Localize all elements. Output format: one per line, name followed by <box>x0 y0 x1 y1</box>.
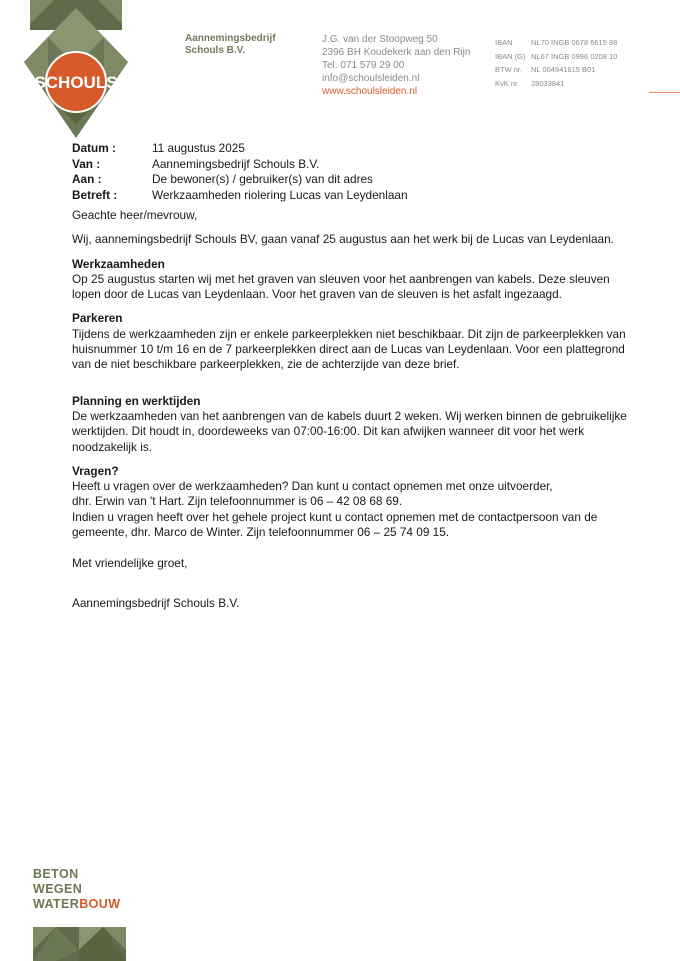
company-name-line2: Schouls B.V. <box>185 45 246 56</box>
section-heading: Vragen? <box>72 463 119 478</box>
meta-row <box>72 188 408 204</box>
section-text: Tijdens de werkzaamheden zijn er enkele parkeerplekken niet beschikbaar. Dit zijn de parkeerplekken van huisnummer 10 t/m 16 en de 7 parkeerplekken direct aan de Lucas van Leydenlaan. Voor een plattegrond van de niet beschikbare parkeerplekken, zie de achterzijde van deze brief. <box>72 326 626 372</box>
bank-value: 28033841 <box>531 78 565 88</box>
bank-value: NL70 INGB 0678 6615 88 <box>531 38 618 47</box>
section-text: dhr. Erwin van 't Hart. Zijn telefoonnummer is 06 – 42 08 68 69. <box>72 494 403 509</box>
meta-row <box>72 157 408 173</box>
bank-label: KvK nr. <box>495 78 520 88</box>
section-text: Op 25 augustus starten wij met het graven van sleuven voor het aanbrengen van kabels. Deze sleuven lopen door de Lucas van Leydenlaan. Voor het graven van de sleuven is het asfalt ingezaagd. <box>72 271 610 302</box>
bank-label: IBAN <box>495 38 513 47</box>
letter-body <box>72 208 632 611</box>
bank-row <box>495 77 617 91</box>
footer-tagline <box>33 867 120 912</box>
bank-value: NL 004941615 B01 <box>531 65 596 74</box>
bank-row <box>495 50 617 64</box>
meta-row <box>72 172 408 188</box>
meta-value: 11 augustus 2025 <box>152 141 245 155</box>
bank-row <box>495 63 617 77</box>
meta-key: Betreft : <box>72 187 118 202</box>
closing: Met vriendelijke groet, <box>72 556 188 571</box>
address-email[interactable]: info@schoulsleiden.nl <box>322 73 420 84</box>
company-name-line1: Aannemingsbedrijf <box>185 33 276 44</box>
footer-pattern <box>33 927 126 961</box>
section-text: Heeft u vragen over de werkzaamheden? Dan kunt u contact opnemen met onze uitvoerder, <box>72 479 553 494</box>
footer-word: WEGEN <box>33 882 83 896</box>
bank-details <box>495 36 617 90</box>
section-heading: Werkzaamheden <box>72 256 165 271</box>
company-name <box>185 33 276 57</box>
meta-value: Werkzaamheden riolering Lucas van Leydenlaan <box>152 187 408 202</box>
footer-word: WATER <box>33 897 80 911</box>
meta-value: De bewoner(s) / gebruiker(s) van dit adres <box>152 172 373 186</box>
address-phone: Tel. 071 579 29 00 <box>322 60 405 71</box>
schouls-logo <box>24 0 128 138</box>
bank-row <box>495 36 617 50</box>
meta-row <box>72 141 408 157</box>
header-divider <box>649 92 680 93</box>
signature: Aannemingsbedrijf Schouls B.V. <box>72 595 240 610</box>
section-heading: Planning en werktijden <box>72 393 201 408</box>
letter-meta <box>72 141 408 203</box>
footer-word: BETON <box>33 867 79 881</box>
meta-key: Van : <box>72 156 101 171</box>
bank-label: BTW nr. <box>495 65 523 74</box>
meta-key: Aan : <box>72 172 102 186</box>
section-text: De werkzaamheden van het aanbrengen van de kabels duurt 2 weken. Wij werken binnen de gebruikelijke werktijden. Dit houdt in, doordeweeks van 07:00-16:00. Dit kan afwijken wanneer dit voor het werk noodzakelijk is. <box>72 408 627 454</box>
address-city: 2396 BH Koudekerk aan den Rijn <box>322 47 471 58</box>
bank-label: IBAN (G) <box>495 51 526 61</box>
section-text: Indien u vragen heeft over het gehele project kunt u contact opnemen met de contactpersoon van de gemeente, dhr. Marco de Winter. Zijn telefoonnummer 06 – 25 74 09 15. <box>72 509 598 540</box>
section-heading: Parkeren <box>72 311 123 326</box>
bank-value: NL67 INGB 0996 0208 10 <box>531 51 618 61</box>
company-address <box>322 33 470 98</box>
meta-key: Datum : <box>72 141 116 155</box>
address-street: J.G. van der Stoopweg 50 <box>322 34 438 45</box>
footer-word-group <box>33 897 120 912</box>
meta-value: Aannemingsbedrijf Schouls B.V. <box>152 156 320 171</box>
address-website[interactable]: www.schoulsleiden.nl <box>322 86 418 97</box>
logo-text: SCHOULS <box>34 73 118 92</box>
footer-word-accent: BOUW <box>79 897 121 911</box>
intro-paragraph: Wij, aannemingsbedrijf Schouls BV, gaan vanaf 25 augustus aan het werk bij de Lucas van Leydenlaan. <box>72 232 614 247</box>
salutation: Geachte heer/mevrouw, <box>72 208 198 222</box>
